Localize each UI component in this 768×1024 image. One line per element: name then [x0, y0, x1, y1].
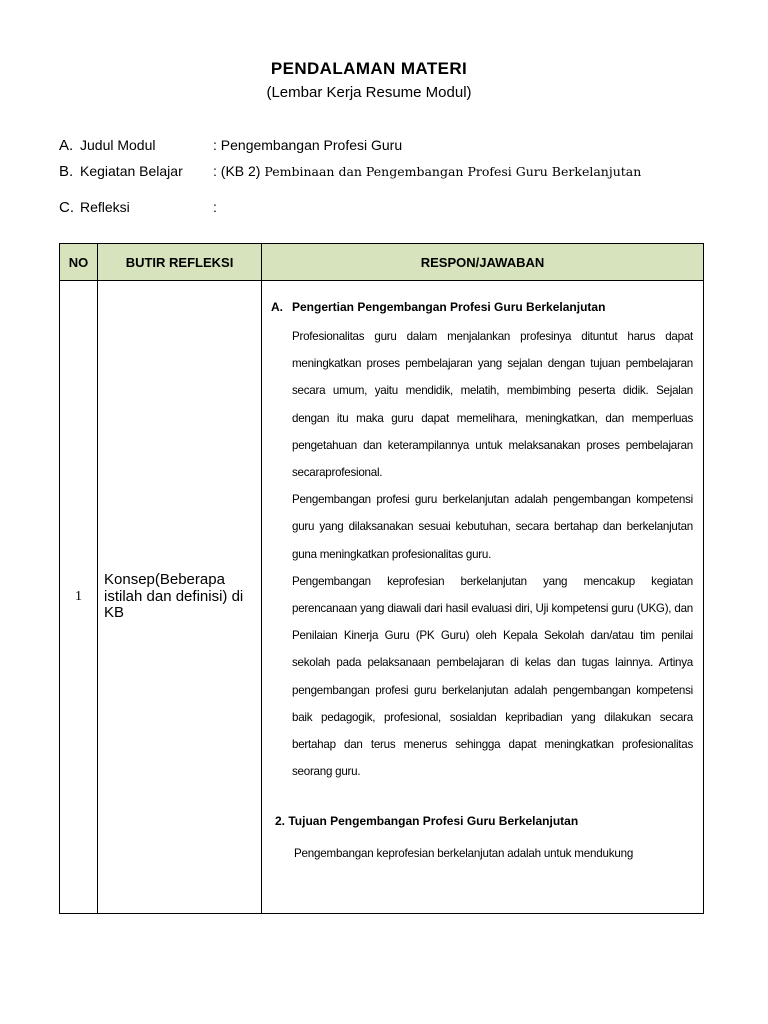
paragraph: Pengembangan keprofesian berkelanjutan yang mencakup kegiatan perencanaan yang diawali dari hasil evaluasi diri, Uji kompetensi guru (UKG), dan Penilaian Kinerja Guru (PK Guru) oleh Kepala Sekolah dan/atau tim penilai sekolah pada pelaksanaan pembelajaran di kelas dan tugas lainnya. Artinya pengembangan profesi guru berkelanjutan adalah pengembangan kompetensi baik pedagogik, profesional, sosialdan kepribadian yang dilakukan secara bertahap dan terus menerus sehingga dapat meningkatkan profesionalitas seorang guru. — [292, 574, 693, 779]
meta-letter: B. — [59, 163, 74, 180]
meta-letter: C. — [59, 199, 74, 216]
paragraph: Pengembangan profesi guru berkelanjutan adalah pengembangan kompetensi guru yang dilaksanakan sesuai kebutuhan, secara bertahap dan berkelanjutan guna meningkatkan profesionalitas guru. — [292, 493, 693, 561]
meta-value: : Pengembangan Profesi Guru — [213, 137, 403, 153]
meta-label: Judul Modul — [80, 137, 156, 153]
header-no: NO — [60, 244, 98, 281]
page-title: PENDALAMAN MATERI — [270, 59, 468, 78]
reflection-table — [59, 243, 704, 914]
meta-value — [213, 163, 641, 179]
section-a-letter: A. — [271, 300, 283, 314]
butir-cell: Konsep(Beberapa istilah dan definisi) di KB — [98, 281, 262, 914]
table-row — [60, 281, 704, 914]
section-a-title: Pengertian Pengembangan Profesi Guru Berkelanjutan — [292, 300, 606, 314]
meta-value-serif: Pembinaan dan Pengembangan Profesi Guru Berkelanjutan — [264, 164, 642, 179]
meta-label: Refleksi — [80, 199, 130, 215]
response-cell — [262, 281, 704, 914]
row-number: 1 — [60, 281, 98, 914]
meta-letter: A. — [59, 137, 74, 154]
section-a-heading — [262, 299, 693, 326]
section-2-text: Pengembangan keprofesian berkelanjutan adalah untuk mendukung — [294, 847, 634, 861]
meta-value: : — [213, 199, 217, 215]
response-content — [262, 299, 693, 867]
section-2-heading: 2. Tujuan Pengembangan Profesi Guru Berkelanjutan — [275, 814, 579, 829]
meta-value-prefix: : (KB 2) — [213, 163, 261, 179]
header-butir-refleksi: BUTIR REFLEKSI — [98, 244, 262, 281]
page-subtitle: (Lembar Kerja Resume Modul) — [266, 84, 472, 101]
header-respon-jawaban: RESPON/JAWABAN — [262, 244, 704, 281]
paragraph: Profesionalitas guru dalam menjalankan profesinya dituntut harus dapat meningkatkan proses pembelajaran yang sejalan dengan tujuan pembelajaran secara umum, yaitu mendidik, melatih, membimbing peserta didik. Sejalan dengan itu maka guru dapat memelihara, meningkatkan, dan memperluas pengetahuan dan keterampilannya untuk melaksanakan proses pembelajaran secaraprofesional. — [292, 330, 693, 480]
section-gap — [262, 785, 693, 813]
table-header-row — [60, 244, 704, 281]
meta-label: Kegiatan Belajar — [80, 163, 183, 179]
